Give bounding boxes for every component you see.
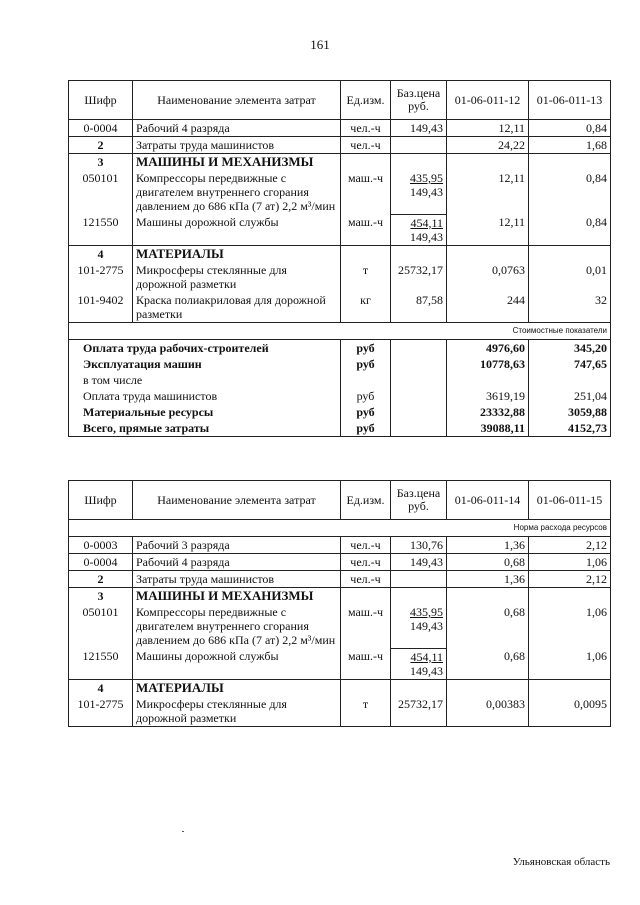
span-row	[69, 322, 611, 339]
section-header: 3 МАШИНЫ И МЕХАНИЗМЫ	[69, 154, 611, 171]
summary-row: Оплата труда рабочих-строителей руб 4976,60 345,20	[69, 339, 611, 356]
table-row: 101-2775 Микросферы стеклянные для дорожной разметки т 25732,17 0,00383 0,0095	[69, 696, 611, 727]
price-labor: 149,43	[410, 663, 443, 678]
resource-norm-label: Норма расхода ресурсов	[69, 520, 611, 537]
header-price: Баз.цена руб.	[391, 481, 447, 520]
header-code: Шифр	[69, 81, 133, 120]
table-row: 050101 Компрессоры передвижные с двигателем внутреннего сгорания давлением до 686 кПа (7 ат) 2,2 м³/мин маш.-ч 435,95 149,43 12,11 0,84	[69, 170, 611, 214]
price-main: 454,11	[410, 649, 443, 664]
cost-indicators-label: Стоимостные показатели	[69, 322, 611, 339]
span-row	[69, 520, 611, 537]
summary-row: Всего, прямые затраты руб 39088,11 4152,73	[69, 420, 611, 437]
header-col-13: 01-06-011-13	[529, 81, 611, 120]
summary-row: Материальные ресурсы руб 23332,88 3059,88	[69, 404, 611, 420]
table-row: 121550 Машины дорожной службы маш.-ч 454,11 149,43 12,11 0,84	[69, 214, 611, 245]
price-labor: 149,43	[410, 229, 443, 244]
section-header: 3 МАШИНЫ И МЕХАНИЗМЫ	[69, 588, 611, 605]
header-unit: Ед.изм.	[341, 81, 391, 120]
table-row: 050101 Компрессоры передвижные с двигателем внутреннего сгорания давлением до 686 кПа (7 ат) 2,2 м³/мин маш.-ч 435,95 149,43 0,68 1,06	[69, 604, 611, 648]
header-col-14: 01-06-011-14	[447, 481, 529, 520]
summary-row: Эксплуатация машин руб 10778,63 747,65	[69, 356, 611, 372]
table-row: 2 Затраты труда машинистов чел.-ч 24,22 1,68	[69, 137, 611, 154]
price-main: 435,95	[410, 605, 443, 619]
table-row: 101-2775 Микросферы стеклянные для дорожной разметки т 25732,17 0,0763 0,01	[69, 262, 611, 292]
price-main: 454,11	[410, 215, 443, 230]
header-code: Шифр	[69, 481, 133, 520]
table-row: 0-0003 Рабочий 3 разряда чел.-ч 130,76 1,36 2,12	[69, 537, 611, 554]
header-unit: Ед.изм.	[341, 481, 391, 520]
table-header	[69, 81, 611, 120]
table-row: 121550 Машины дорожной службы маш.-ч 454,11 149,43 0,68 1,06	[69, 648, 611, 679]
summary-row: в том числе	[69, 372, 611, 388]
cost-table-1	[68, 80, 611, 437]
price-labor: 149,43	[410, 185, 443, 199]
price-labor: 149,43	[410, 619, 443, 633]
header-name: Наименование элемента затрат	[133, 81, 341, 120]
summary-row: Оплата труда машинистов руб 3619,19 251,04	[69, 388, 611, 404]
header-name: Наименование элемента затрат	[133, 481, 341, 520]
cost-table-2	[68, 480, 611, 727]
table-row: 101-9402 Краска полиакриловая для дорожной разметки кг 87,58 244 32	[69, 292, 611, 323]
table-row: 0-0004 Рабочий 4 разряда чел.-ч 149,43 0,68 1,06	[69, 554, 611, 571]
table-header	[69, 481, 611, 520]
header-price: Баз.цена руб.	[391, 81, 447, 120]
header-col-12: 01-06-011-12	[447, 81, 529, 120]
table-row: 0-0004 Рабочий 4 разряда чел.-ч 149,43 12,11 0,84	[69, 120, 611, 137]
header-col-15: 01-06-011-15	[529, 481, 611, 520]
price-main: 435,95	[410, 171, 443, 185]
page-number: 161	[310, 37, 330, 52]
section-header: 4 МАТЕРИАЛЫ	[69, 245, 611, 262]
region-footer: Ульяновская область	[512, 856, 610, 868]
scan-speck	[182, 831, 184, 832]
section-header: 4 МАТЕРИАЛЫ	[69, 679, 611, 696]
table-row: 2 Затраты труда машинистов чел.-ч 1,36 2,12	[69, 571, 611, 588]
